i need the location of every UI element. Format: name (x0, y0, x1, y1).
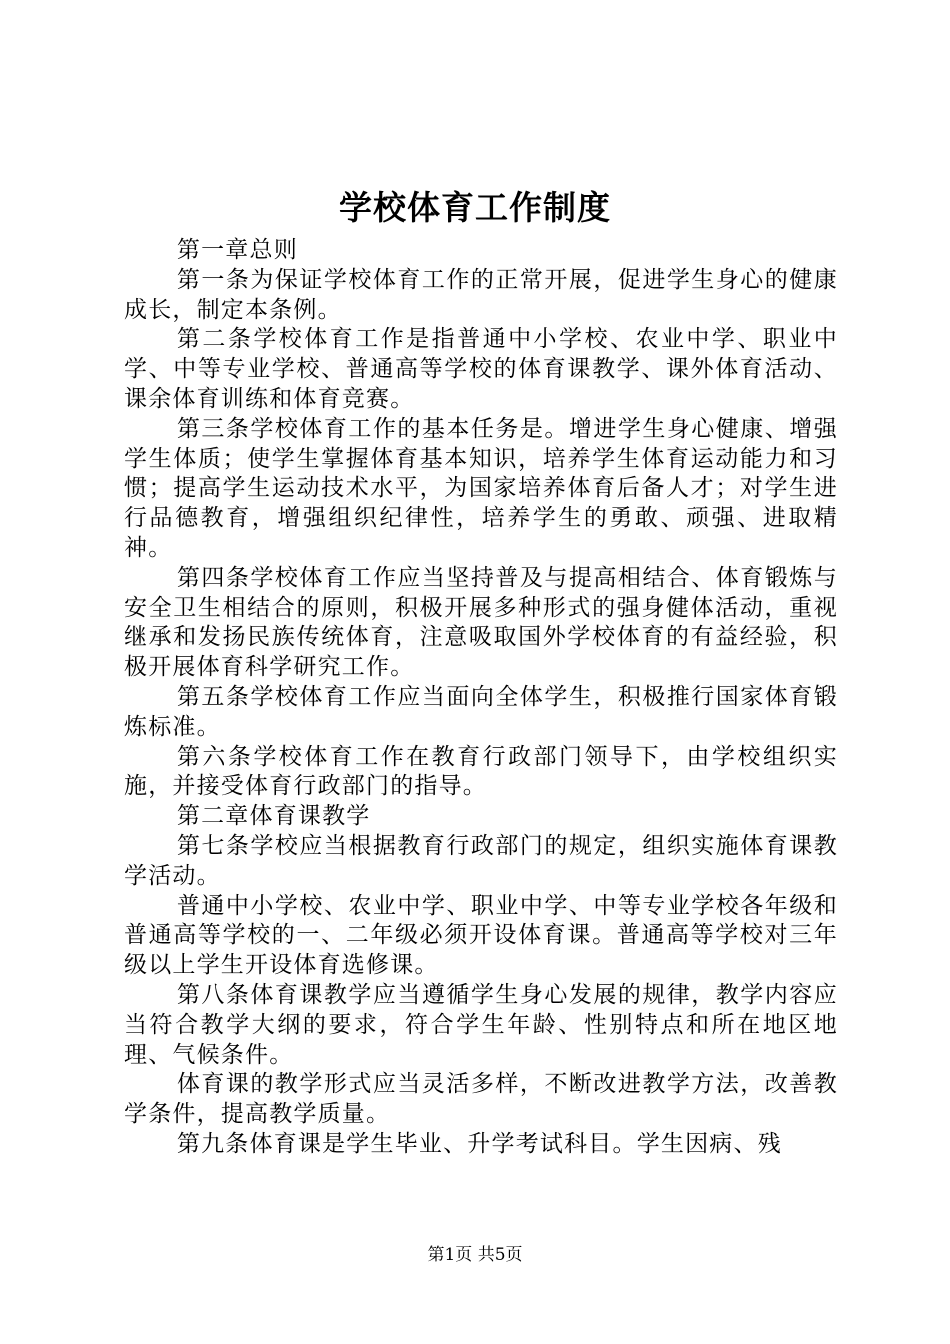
article-paragraph: 普通中小学校、农业中学、职业中学、中等专业学校各年级和普通高等学校的一、二年级必须开设体育课。普通高等学校对三年级以上学生开设体育选修课。 (124, 892, 838, 979)
article-paragraph: 体育课的教学形式应当灵活多样，不断改进教学方法，改善教学条件，提高教学质量。 (124, 1071, 838, 1128)
article-paragraph: 第九条体育课是学生毕业、升学考试科目。学生因病、残 (176, 1130, 782, 1157)
article-paragraph: 第四条学校体育工作应当坚持普及与提高相结合、体育锻炼与安全卫生相结合的原则，积极开展多种形式的强身健体活动，重视继承和发扬民族传统体育，注意吸取国外学校体育的有益经验，积极开展体育科学研究工作。 (124, 564, 838, 681)
chapter-heading: 第二章体育课教学 (176, 803, 371, 830)
article-paragraph: 第三条学校体育工作的基本任务是。增进学生身心健康、增强学生体质；使学生掌握体育基本知识，培养学生体育运动能力和习惯；提高学生运动技术水平，为国家培养体育后备人才；对学生进行品德教育，增强组织纪律性，培养学生的勇敢、顽强、进取精神。 (124, 415, 838, 561)
document-title: 学校体育工作制度 (339, 188, 611, 227)
article-paragraph: 第二条学校体育工作是指普通中小学校、农业中学、职业中学、中等专业学校、普通高等学校的体育课教学、课外体育活动、课余体育训练和体育竞赛。 (124, 326, 838, 412)
chapter-heading: 第一章总则 (176, 237, 298, 263)
article-paragraph: 第八条体育课教学应当遵循学生身心发展的规律，教学内容应当符合教学大纲的要求，符合学生年龄、性别特点和所在地区地理、气候条件。 (124, 981, 838, 1068)
article-paragraph: 第六条学校体育工作在教育行政部门领导下，由学校组织实施，并接受体育行政部门的指导。 (124, 743, 838, 800)
document-body (124, 236, 838, 1160)
article-paragraph: 第五条学校体育工作应当面向全体学生，积极推行国家体育锻炼标准。 (124, 683, 838, 740)
article-paragraph: 第七条学校应当根据教育行政部门的规定，组织实施体育课教学活动。 (124, 832, 838, 889)
article-paragraph: 第一条为保证学校体育工作的正常开展，促进学生身心的健康成长，制定本条例。 (124, 266, 838, 323)
page-footer: 第1页 共5页 (427, 1245, 523, 1265)
